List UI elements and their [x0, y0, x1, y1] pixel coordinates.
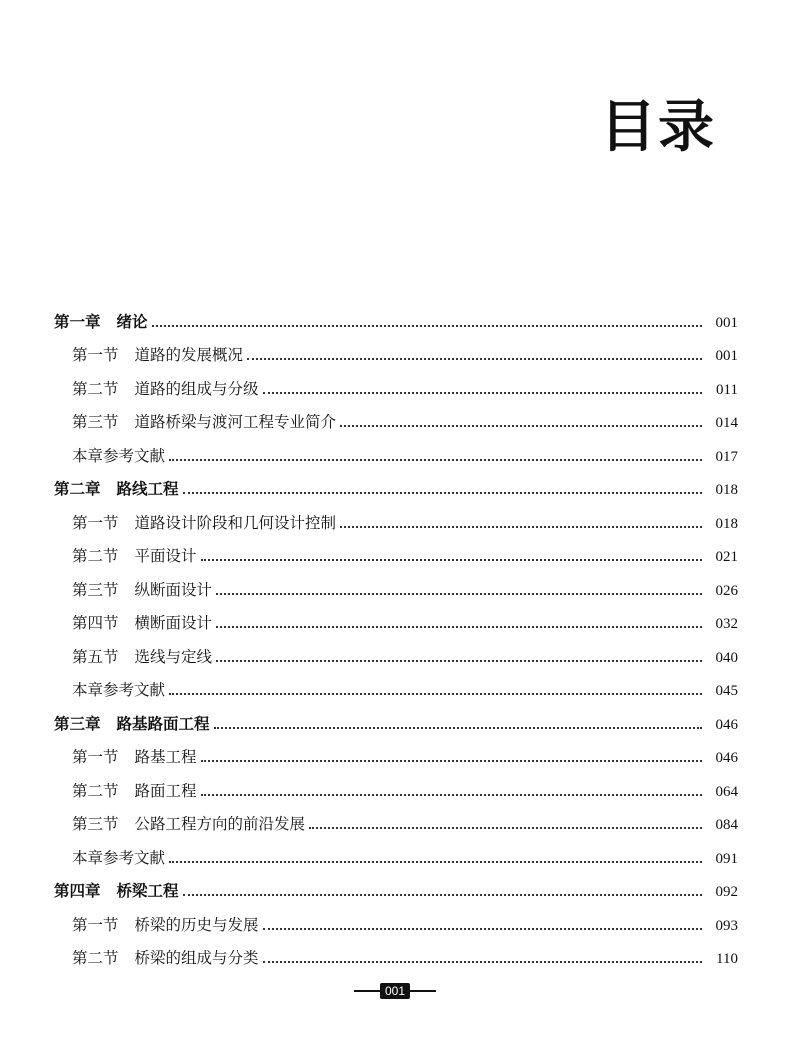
toc-dot-leader [216, 592, 702, 595]
toc-section-entry[interactable] [54, 432, 738, 466]
toc-dot-leader [247, 357, 702, 360]
toc-entry-title: 路面工程 [134, 781, 197, 800]
toc-dot-leader [263, 960, 702, 963]
toc-section-entry[interactable] [54, 834, 738, 868]
toc-entry-title: 路基路面工程 [116, 714, 210, 733]
toc-entry-page: 001 [715, 314, 738, 331]
toc-entry-page: 084 [715, 817, 738, 833]
toc-entry-page: 017 [715, 448, 738, 465]
toc-entry-page: 045 [715, 683, 738, 699]
toc-dot-leader [340, 525, 702, 528]
toc-section-entry[interactable] [54, 935, 738, 969]
toc-entry-title: 道路桥梁与渡河工程专业简介 [134, 413, 337, 431]
toc-entry-title: 横断面设计 [134, 614, 213, 632]
toc-dot-leader [214, 726, 702, 729]
toc-entry-page: 046 [715, 750, 738, 766]
toc-dot-leader [309, 826, 702, 829]
toc-dot-leader [216, 625, 702, 628]
toc-entry-page: 021 [715, 549, 738, 565]
toc-entry-title: 道路设计阶段和几何设计控制 [134, 513, 337, 532]
toc-dot-leader [263, 927, 702, 930]
toc-dot-leader [201, 558, 702, 561]
toc-entry-title: 本章参考文献 [72, 681, 166, 699]
toc-entry-page: 040 [715, 649, 738, 666]
toc-dot-leader [183, 491, 702, 494]
toc-section-entry[interactable] [54, 633, 738, 667]
toc-dot-leader [169, 458, 702, 461]
toc-entry-title: 本章参考文献 [72, 446, 166, 465]
toc-entry-page: 110 [716, 951, 738, 967]
toc-entry-page: 014 [715, 415, 738, 431]
toc-entry-label: 第三节 [72, 413, 119, 431]
toc-entry-label: 第二节 [72, 379, 119, 398]
toc-entry-title: 绪论 [116, 312, 148, 331]
toc-section-entry[interactable] [54, 566, 738, 600]
toc-entry-label: 第三节 [72, 815, 119, 833]
toc-entry-label: 第四节 [72, 614, 119, 632]
toc-entry-title: 道路的发展概况 [134, 346, 244, 364]
toc-entry-page: 093 [715, 917, 738, 934]
toc-entry-page: 011 [716, 381, 738, 398]
toc-entry-page: 001 [715, 348, 738, 364]
toc-entry-title: 道路的组成与分级 [134, 379, 259, 398]
toc-entry-label: 第四章 [54, 882, 101, 900]
toc-entry-label: 第一节 [72, 513, 119, 532]
toc-entry-label: 第三节 [72, 580, 119, 599]
toc-section-entry[interactable] [54, 533, 738, 567]
toc-entry-page: 018 [715, 482, 738, 498]
toc-entry-page: 026 [715, 582, 738, 599]
toc-entry-page: 046 [715, 716, 738, 733]
toc-entry-label: 第一节 [72, 346, 119, 364]
toc-dot-leader [183, 893, 702, 896]
toc-entry-label: 第一章 [54, 312, 101, 331]
toc-dot-leader [201, 759, 702, 762]
toc-entry-label: 第二节 [72, 949, 119, 967]
toc-entry-label: 第三章 [54, 714, 101, 733]
toc-section-entry[interactable] [54, 332, 738, 366]
footer-line-left [354, 990, 380, 992]
page-title: 目录 [600, 95, 716, 160]
toc-dot-leader [201, 793, 702, 796]
toc-entry-page: 092 [715, 884, 738, 900]
toc-entry-title: 本章参考文献 [72, 848, 166, 867]
toc-dot-leader [169, 860, 702, 863]
toc-chapter-entry[interactable] [54, 868, 738, 902]
toc-section-entry[interactable] [54, 734, 738, 768]
toc-section-entry[interactable] [54, 767, 738, 801]
page-number: 001 [380, 983, 410, 999]
toc-chapter-entry[interactable] [54, 466, 738, 500]
toc-entry-title: 路基工程 [134, 748, 197, 766]
toc-chapter-entry[interactable] [54, 298, 738, 332]
toc-entry-label: 第五节 [72, 647, 119, 666]
toc-entry-label: 第二节 [72, 547, 119, 565]
toc-entry-title: 纵断面设计 [134, 580, 213, 599]
toc-entry-page: 032 [715, 616, 738, 632]
toc-section-entry[interactable] [54, 499, 738, 533]
toc-entry-label: 第一节 [72, 748, 119, 766]
table-of-contents [54, 298, 738, 968]
toc-section-entry[interactable] [54, 667, 738, 701]
toc-entry-title: 路线工程 [116, 480, 179, 498]
toc-section-entry[interactable] [54, 365, 738, 399]
toc-entry-page: 064 [715, 783, 738, 800]
toc-dot-leader [152, 324, 702, 327]
toc-section-entry[interactable] [54, 801, 738, 835]
toc-section-entry[interactable] [54, 600, 738, 634]
toc-section-entry[interactable] [54, 901, 738, 935]
toc-entry-label: 第一节 [72, 915, 119, 934]
toc-entry-page: 018 [715, 515, 738, 532]
toc-dot-leader [216, 659, 702, 662]
toc-entry-label: 第二章 [54, 480, 101, 498]
toc-section-entry[interactable] [54, 399, 738, 433]
toc-dot-leader [263, 391, 702, 394]
toc-entry-title: 桥梁的历史与发展 [134, 915, 259, 934]
toc-dot-leader [340, 424, 702, 427]
toc-entry-page: 091 [715, 850, 738, 867]
toc-entry-title: 公路工程方向的前沿发展 [134, 815, 306, 833]
toc-chapter-entry[interactable] [54, 700, 738, 734]
toc-entry-title: 平面设计 [134, 547, 197, 565]
page-footer [0, 983, 790, 999]
toc-entry-title: 桥梁工程 [116, 882, 179, 900]
toc-entry-title: 桥梁的组成与分类 [134, 949, 259, 967]
toc-entry-title: 选线与定线 [134, 647, 213, 666]
toc-dot-leader [169, 692, 702, 695]
toc-entry-label: 第二节 [72, 781, 119, 800]
footer-line-right [410, 990, 436, 992]
